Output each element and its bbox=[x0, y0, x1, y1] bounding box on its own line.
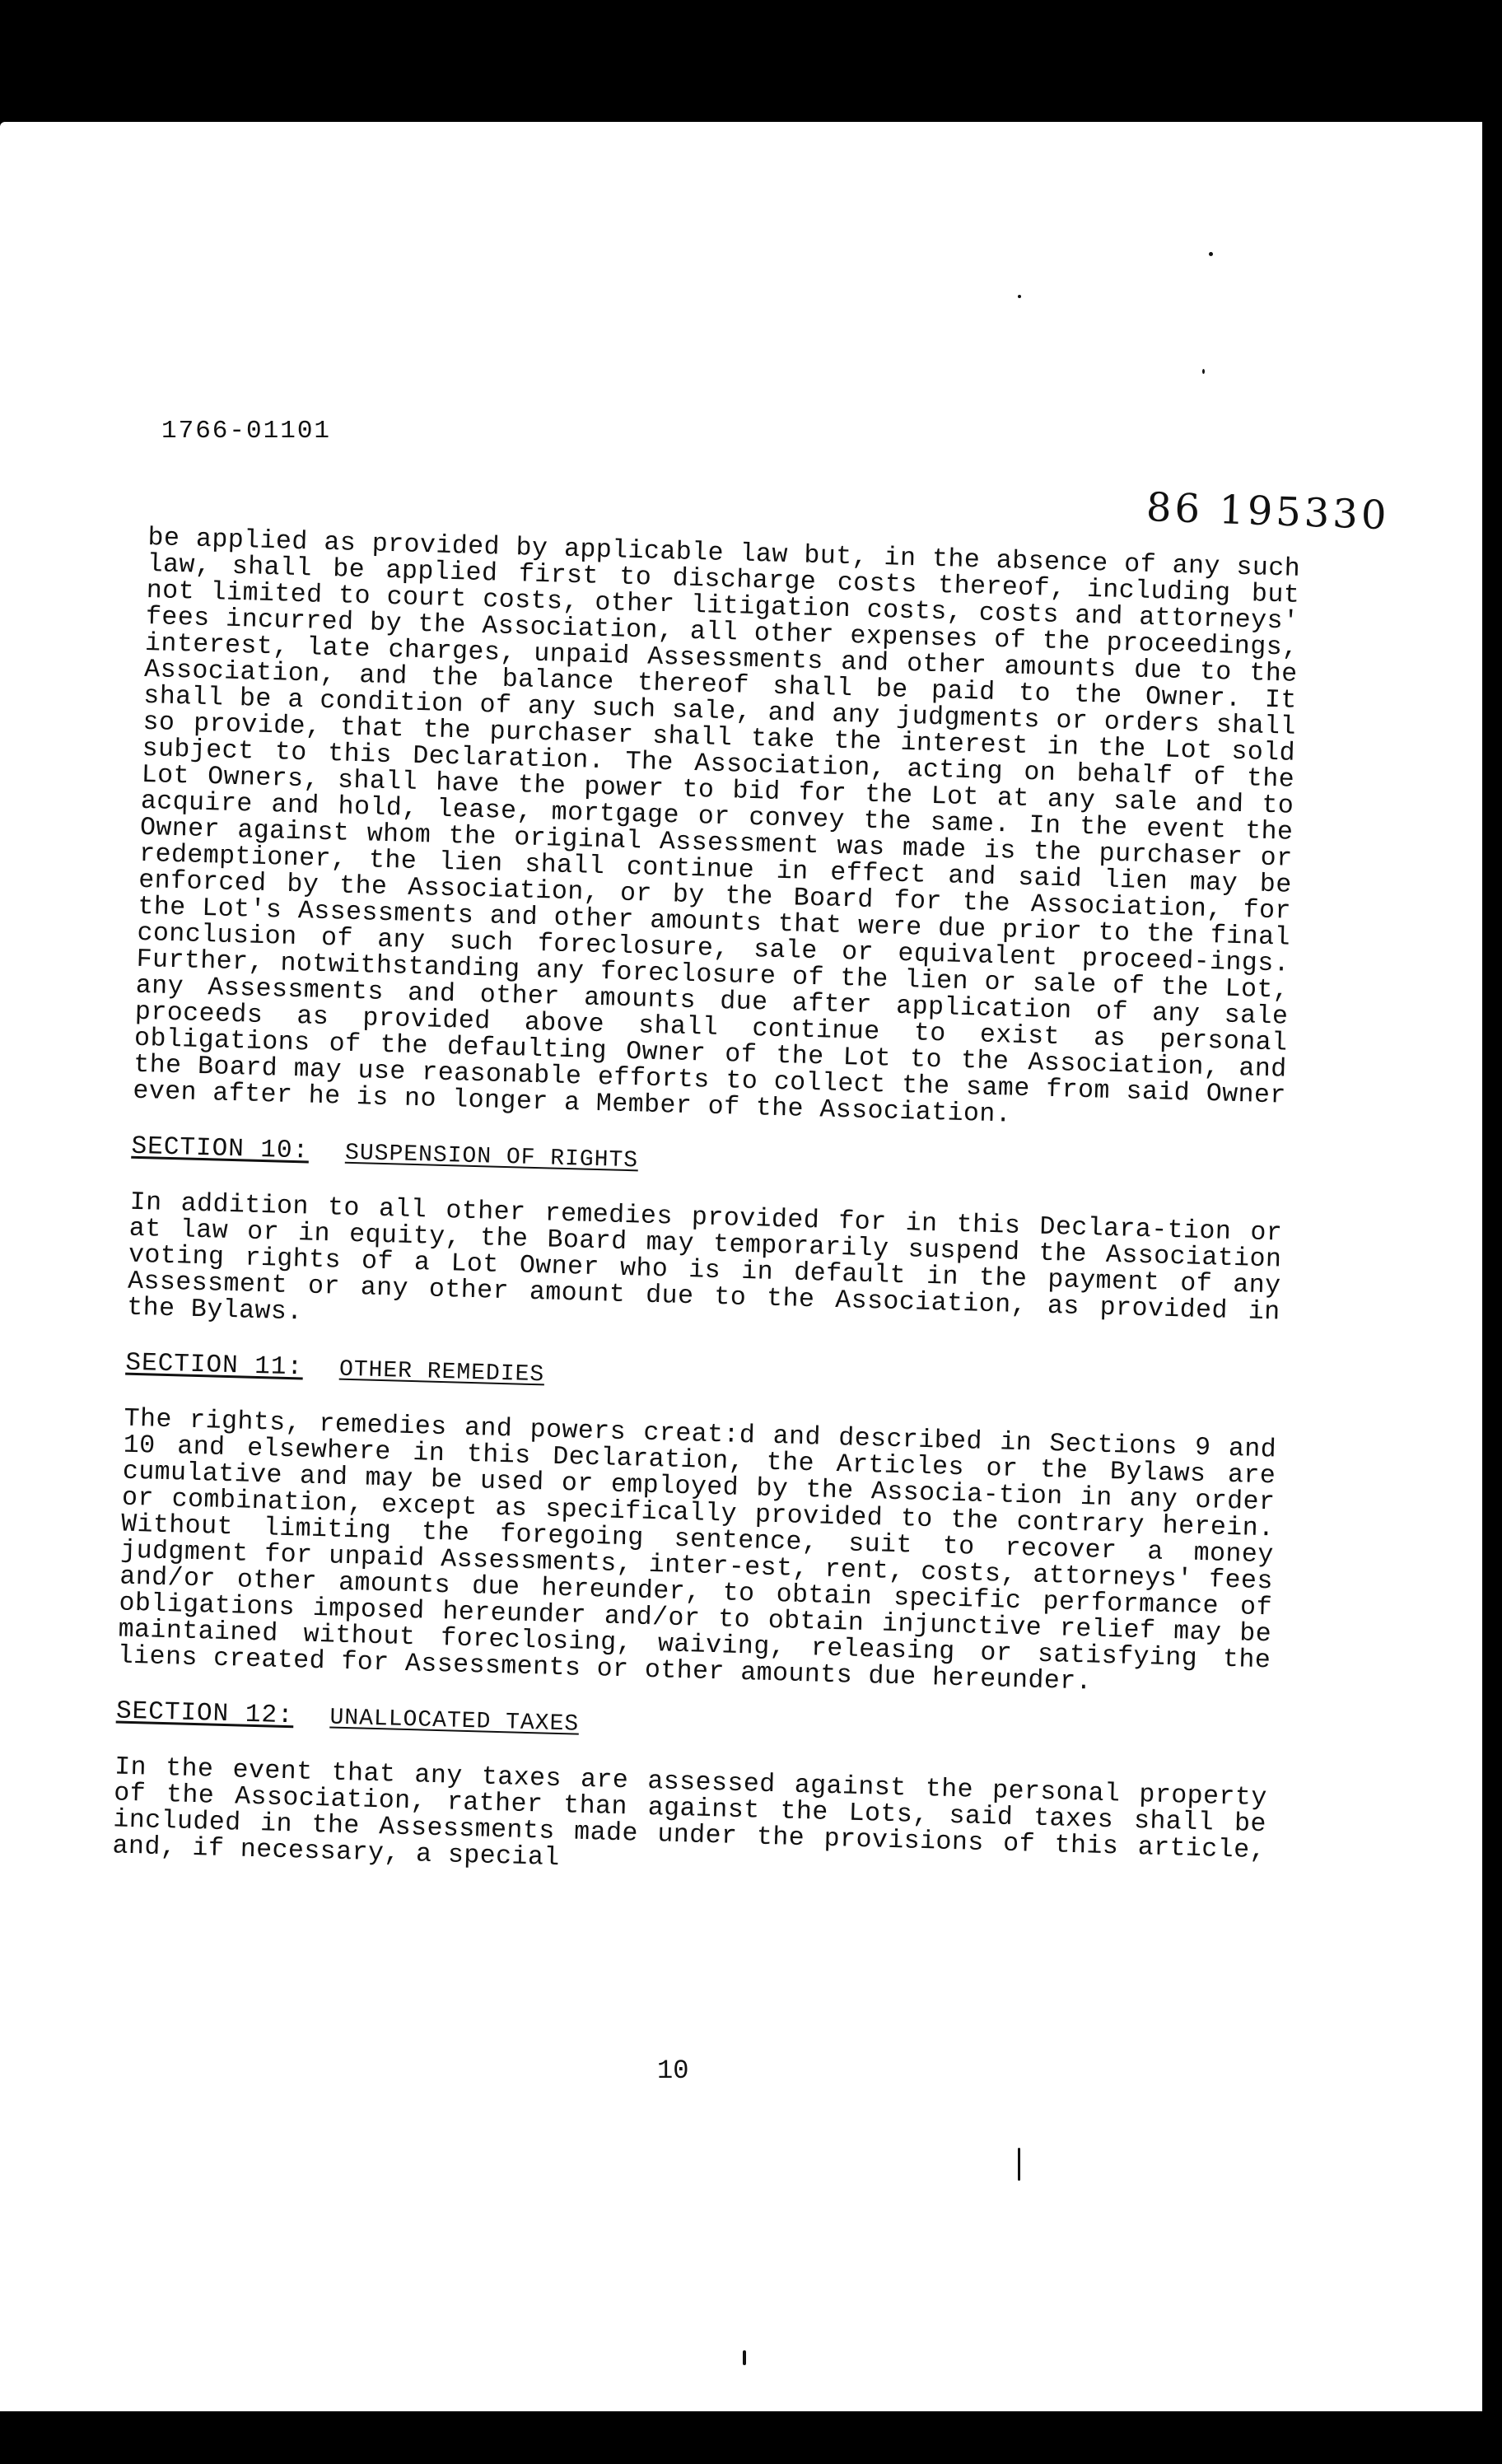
scan-speck bbox=[1209, 252, 1213, 256]
paragraph-section-11: The rights, remedies and powers creat:d and described in Sections 9 and 10 and elsewhere in this Declaration, the Articles or the Bylaws are cumulative and may be used or employed by the Associa-tion in any order or combination, except as specifically provided to the contrary herein. Without limiting the foregoing sentence, suit to recover a money judgment for unpaid Assessments, inter-est, rent, costs, attorneys' fees and/or other amounts due hereunder, to obtain specific performance of obligations imposed hereunder and/or to obtain injunctive relief may be maintained without foreclosing, waiving, releasing or satisfying the liens created for Assessments or other amounts due hereunder. bbox=[117, 1404, 1277, 1697]
paragraph-continuation: be applied as provided by applicable law but, in the absence of any such law, shall be applied first to discharge costs thereof, including but not limited to court costs, other litigation costs, costs and attorneys' fees incurred by the Association, all other expenses of the proceedings, interest, late charges, unpaid Assessments and other amounts due to the Association, and the balance thereof shall be paid to the Owner. It shall be a condition of any such sale, and any judgments or orders shall so provide, that the purchaser shall take the interest in the Lot sold subject to this Declaration. The Association, acting on behalf of the Lot Owners, shall have the power to bid for the Lot at any sale and to acquire and hold, lease, mortgage or convey the same. In the event the Owner against whom the original Assessment was made is the purchaser or redemptioner, the lien shall continue in effect and said lien may be enforced by the Association, or by the Board for the Association, for the Lot's Assessments and other amounts that were due prior to the final conclusion of any such foreclosure, sale or equivalent proceed-ings. Further, notwithstanding any foreclosure of the lien or sale of the Lot, any Assessments and other amounts due after application of any sale proceeds as provided above shall continue to exist as personal obligations of the defaulting Owner of the Lot to the Association, and the Board may use reasonable efforts to collect the same from said Owner even after he is no longer a Member of the Association. bbox=[132, 524, 1301, 1130]
document-id: 1766-01101 bbox=[161, 417, 332, 446]
scan-speck bbox=[1018, 295, 1021, 298]
section-title: OTHER REMEDIES bbox=[338, 1356, 545, 1388]
scan-speck bbox=[743, 2350, 746, 2365]
paragraph-section-12: In the event that any taxes are assessed against the personal property of the Association, rather than against the Lots, said taxes shall be included in the Assessments made under the provisions of this article, and, if necessary, a special bbox=[112, 1752, 1268, 1874]
scan-speck bbox=[1018, 2148, 1020, 2181]
scan-speck bbox=[1202, 369, 1205, 374]
section-number: SECTION 12: bbox=[115, 1696, 295, 1731]
recording-number: 86 195330 bbox=[1145, 484, 1391, 539]
section-12-heading bbox=[116, 1697, 1269, 1757]
scan-edge bbox=[1482, 0, 1502, 2464]
section-title: SUSPENSION OF RIGHTS bbox=[344, 1140, 639, 1174]
section-number: SECTION 10: bbox=[131, 1132, 310, 1166]
page-number: 10 bbox=[657, 2056, 689, 2086]
section-11-heading bbox=[125, 1350, 1278, 1410]
section-title: UNALLOCATED TAXES bbox=[329, 1705, 580, 1738]
paragraph-section-10: In addition to all other remedies provided for in this Declara-tion or at law or in equity, the Board may temporarily suspend the Association voting rights of a Lot Owner who is in default in the payment of any Assessment or any other amount due to the Association, as provided in the Bylaws. bbox=[126, 1188, 1283, 1328]
paper-sheet bbox=[0, 122, 1482, 2411]
section-10-heading bbox=[131, 1133, 1284, 1193]
section-number: SECTION 11: bbox=[125, 1348, 304, 1383]
document-body bbox=[112, 525, 1300, 1891]
